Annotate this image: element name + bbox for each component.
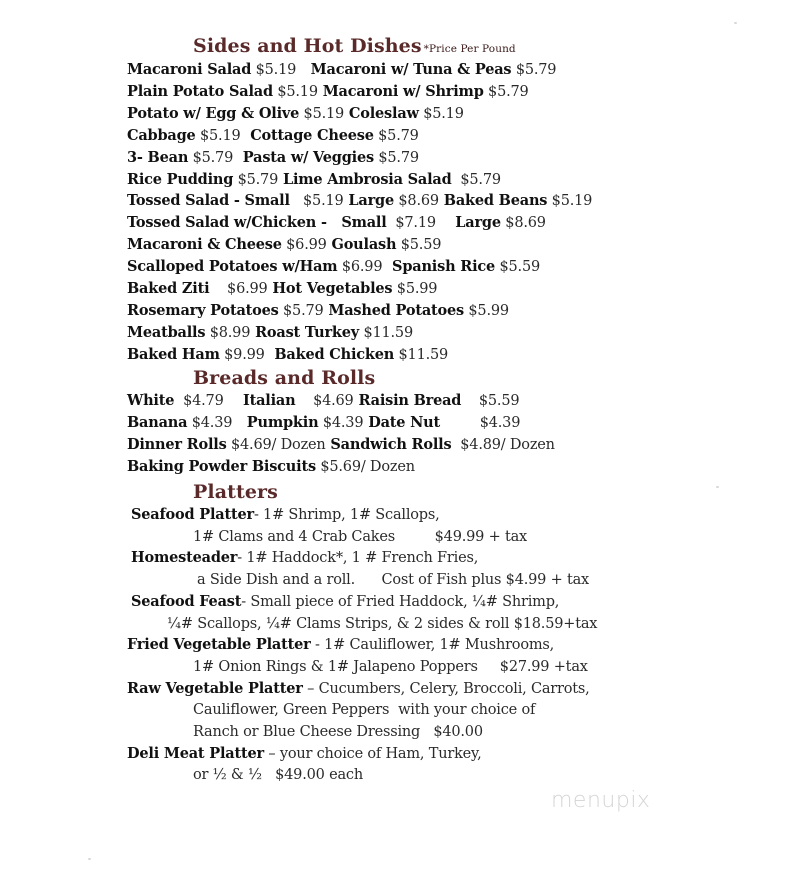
- item-price: $5.79: [233, 171, 279, 188]
- item-price: $6.99: [337, 259, 383, 276]
- item-name: Tossed Salad - Small: [127, 192, 290, 210]
- item-name: Lime Ambrosia Salad: [278, 170, 452, 188]
- menu-line: [127, 279, 437, 299]
- item-name: Baked Beans: [438, 192, 548, 210]
- menu-line: [131, 592, 559, 612]
- item-price: or ½ & ½ $49.00 each: [193, 767, 363, 784]
- item-price: $5.19: [299, 105, 345, 122]
- item-name: Raw Vegetable Platter: [127, 679, 303, 697]
- item-price: - 1# Haddock*, 1 # French Fries,: [237, 550, 479, 567]
- item-name: Meatballs: [127, 323, 206, 341]
- item-name: White: [127, 392, 175, 409]
- menu-line: [127, 148, 419, 168]
- item-name: Tossed Salad w/Chicken - Small: [127, 214, 387, 232]
- item-name: Macaroni w/ Shrimp: [317, 82, 484, 100]
- item-name: Hot Vegetables: [267, 280, 393, 297]
- item-name: Fried Vegetable Platter: [127, 636, 311, 654]
- item-price: $5.19: [195, 127, 241, 144]
- item-name: Macaroni w/ Tuna & Peas: [296, 61, 512, 78]
- item-name: Macaroni & Cheese: [127, 236, 282, 254]
- item-price: Cauliflower, Green Peppers with your choice of: [193, 702, 536, 719]
- item-price: – Cucumbers, Celery, Broccoli, Carrots,: [302, 680, 590, 697]
- menu-line: [197, 570, 589, 590]
- platters-heading: [193, 481, 278, 503]
- item-price: $6.99: [209, 281, 268, 297]
- price-per-pound-note: *Price Per Pound: [423, 43, 516, 55]
- menu-line: [193, 722, 483, 742]
- menu-line: [127, 323, 413, 343]
- platters-title: Platters: [193, 481, 278, 503]
- menu-line: [127, 435, 555, 455]
- item-name: Rice Pudding: [127, 170, 234, 188]
- item-name: Deli Meat Platter: [127, 744, 264, 762]
- item-price: $4.79: [174, 393, 224, 409]
- item-name: Cottage Cheese: [240, 126, 374, 144]
- item-price: $5.59: [495, 259, 540, 276]
- menu-line: [131, 548, 478, 568]
- item-price: $7.19: [386, 215, 436, 232]
- menu-line: [127, 635, 554, 655]
- item-price: - 1# Shrimp, 1# Scallops,: [253, 507, 440, 523]
- item-price: $5.79: [511, 62, 557, 78]
- item-price: $5.19: [547, 193, 593, 210]
- item-price: $5.19: [251, 62, 297, 78]
- menu-line: [127, 301, 509, 321]
- item-name: Large: [435, 214, 501, 232]
- menu-line: [127, 213, 546, 233]
- menu-line: [127, 457, 415, 477]
- menu-line: [127, 191, 592, 211]
- item-price: $8.69: [500, 215, 546, 232]
- item-price: $4.89/ Dozen: [451, 437, 555, 453]
- item-price: $4.39: [187, 415, 233, 431]
- item-price: $5.19: [418, 105, 464, 122]
- item-price: $4.39: [318, 415, 364, 431]
- item-name: Seafood Platter: [131, 506, 254, 523]
- item-name: Large: [343, 192, 394, 210]
- menu-line: [127, 235, 441, 255]
- item-price: $5.99: [392, 281, 438, 297]
- item-price: $8.69: [394, 193, 439, 210]
- menu-line: [127, 104, 464, 124]
- item-price: $5.79: [373, 149, 419, 166]
- item-price: $11.59: [394, 346, 449, 363]
- item-name: Italian: [223, 392, 296, 409]
- menu-line: [127, 170, 501, 190]
- item-price: - Small piece of Fried Haddock, ¼# Shrimp,: [241, 593, 560, 610]
- menupix-watermark: menupix: [551, 788, 651, 813]
- item-price: $5.79: [278, 302, 324, 319]
- menu-line: [193, 700, 535, 720]
- menu-line: [131, 505, 440, 525]
- item-name: Baked Ziti: [127, 280, 210, 297]
- item-name: Spanish Rice: [382, 258, 496, 276]
- item-name: Seafood Feast: [131, 592, 242, 610]
- item-price: 1# Onion Rings & 1# Jalapeno Poppers $27.99 +tax: [193, 658, 588, 675]
- item-price: - 1# Cauliflower, 1# Mushrooms,: [310, 637, 555, 654]
- item-price: $5.79: [188, 149, 234, 166]
- item-price: $5.59: [396, 237, 442, 254]
- item-name: Baking Powder Biscuits: [127, 458, 316, 475]
- menu-line: [193, 657, 588, 677]
- item-name: Mashed Potatoes: [323, 301, 464, 319]
- item-price: $8.99: [205, 324, 251, 341]
- item-price: Ranch or Blue Cheese Dressing $40.00: [193, 724, 483, 740]
- item-name: Roast Turkey: [250, 323, 360, 341]
- item-price: $9.99: [219, 346, 265, 363]
- item-name: Pasta w/ Veggies: [233, 148, 374, 166]
- menu-line: [127, 679, 590, 699]
- item-name: Cabbage: [127, 126, 196, 144]
- menu-line: [127, 391, 519, 411]
- item-name: Potato w/ Egg & Olive: [127, 104, 300, 122]
- item-price: ¼# Scallops, ¼# Clams Strips, & 2 sides & roll $18.59+tax: [167, 615, 598, 632]
- menu-line: [127, 82, 529, 102]
- menu-line: [127, 413, 520, 433]
- item-price: $5.99: [463, 302, 509, 319]
- item-name: Goulash: [326, 236, 397, 254]
- item-price: a Side Dish and a roll. Cost of Fish plus $4.99 + tax: [197, 572, 590, 589]
- item-price: $4.69: [295, 393, 354, 409]
- menu-line: [127, 744, 482, 764]
- item-price: $5.19: [272, 83, 318, 100]
- item-price: $5.19: [289, 193, 344, 210]
- item-price: $5.69/ Dozen: [315, 459, 415, 475]
- scan-speck: [716, 486, 719, 488]
- menu-line: [127, 60, 556, 80]
- item-price: $6.99: [281, 237, 327, 254]
- menu-line: [193, 527, 527, 547]
- breads-heading: [193, 367, 375, 389]
- item-name: Date Nut: [363, 414, 441, 431]
- scan-speck: [734, 22, 737, 24]
- item-price: $11.59: [359, 324, 413, 341]
- item-price: $5.79: [451, 171, 501, 188]
- menu-line: [167, 614, 597, 634]
- item-name: Scalloped Potatoes w/Ham: [127, 258, 338, 276]
- sides-heading: [193, 35, 516, 57]
- item-price: $5.79: [373, 127, 419, 144]
- item-price: $5.59: [461, 393, 520, 409]
- item-price: – your choice of Ham, Turkey,: [263, 745, 482, 762]
- item-name: Macaroni Salad: [127, 61, 252, 78]
- item-name: Homesteader: [131, 549, 238, 567]
- item-price: 1# Clams and 4 Crab Cakes $49.99 + tax: [193, 528, 528, 545]
- item-name: Dinner Rolls: [127, 436, 227, 453]
- item-price: $4.69/ Dozen: [226, 437, 326, 453]
- scan-speck: [88, 858, 91, 860]
- item-name: Sandwich Rolls: [325, 436, 452, 453]
- menu-line: [127, 257, 540, 277]
- menu-line: [193, 765, 363, 785]
- item-name: Pumpkin: [232, 414, 319, 431]
- breads-title: Breads and Rolls: [193, 367, 376, 389]
- item-name: Rosemary Potatoes: [127, 301, 279, 319]
- item-name: Baked Ham: [127, 345, 220, 363]
- menu-line: [127, 345, 448, 365]
- item-name: Baked Chicken: [264, 345, 395, 363]
- item-name: Coleslaw: [344, 104, 419, 122]
- item-name: Plain Potato Salad: [127, 82, 273, 100]
- item-name: Raisin Bread: [353, 392, 462, 409]
- menu-line: [127, 126, 419, 146]
- item-price: $5.79: [483, 83, 529, 100]
- item-name: Banana: [127, 414, 188, 431]
- item-name: 3- Bean: [127, 148, 189, 166]
- item-price: $4.39: [440, 415, 521, 431]
- sides-title: Sides and Hot Dishes: [193, 35, 422, 57]
